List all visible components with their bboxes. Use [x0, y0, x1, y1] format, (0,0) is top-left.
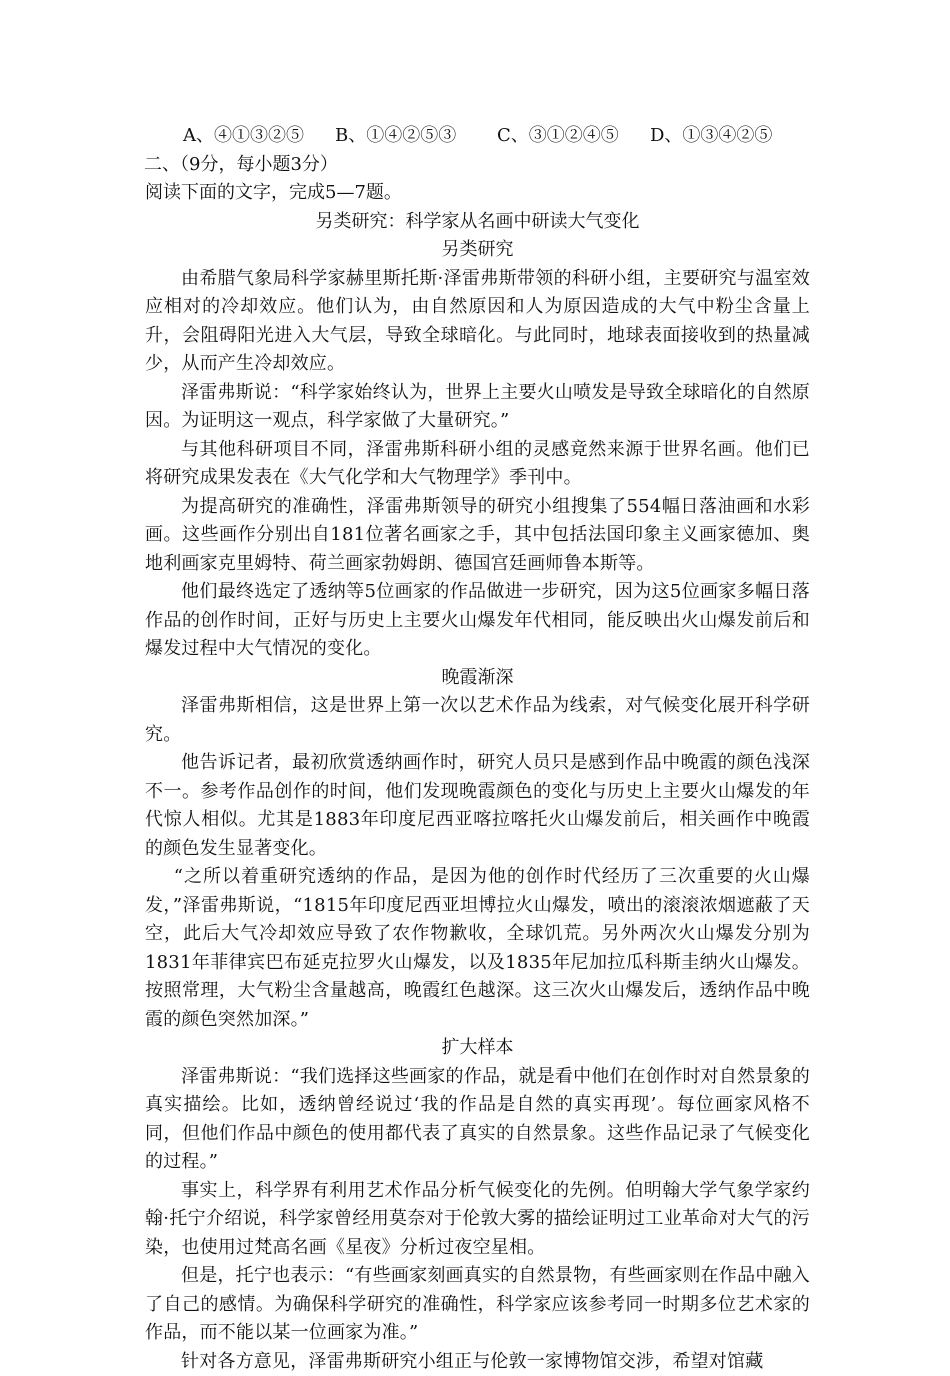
- option-b: B、①④②⑤③: [335, 122, 456, 151]
- article-title: 另类研究：科学家从名画中研读大气变化: [145, 208, 810, 237]
- paragraph-2: 泽雷弗斯说：“科学家始终认为，世界上主要火山喷发是导致全球暗化的自然原因。为证明这一观点，科学家做了大量研究。”: [145, 379, 810, 436]
- subheading-3: 扩大样本: [145, 1034, 810, 1063]
- section-instruction: 阅读下面的文字，完成5—7题。: [145, 179, 810, 208]
- paragraph-4: 为提高研究的准确性，泽雷弗斯领导的研究小组搜集了554幅日落油画和水彩画。这些画作分别出自181位著名画家之手，其中包括法国印象主义画家德加、奥地利画家克里姆特、荷兰画家勃姆朗、德国宫廷画师鲁本斯等。: [145, 493, 810, 579]
- option-d: D、①③④②⑤: [650, 122, 772, 151]
- paragraph-7: 他告诉记者，最初欣赏透纳画作时，研究人员只是感到作品中晚霞的颜色浅深不一。参考作品创作的时间，他们发现晚霞颜色的变化与历史上主要火山爆发的年代惊人相似。尤其是1883年印度尼西亚喀拉喀托火山爆发前后，相关画作中晚霞的颜色发生显著变化。: [145, 749, 810, 863]
- document-body: [145, 122, 810, 1376]
- paragraph-10: 事实上，科学界有利用艺术作品分析气候变化的先例。伯明翰大学气象学家约翰·托宁介绍说，科学家曾经用莫奈对于伦敦大雾的描绘证明过工业革命对大气的污染，也使用过梵高名画《星夜》分析过夜空星相。: [145, 1177, 810, 1263]
- option-c: C、③①②④⑤: [497, 122, 619, 151]
- paragraph-9: 泽雷弗斯说：“我们选择这些画家的作品，就是看中他们在创作时对自然景象的真实描绘。比如，透纳曾经说过‘我的作品是自然的真实再现’。每位画家风格不同，但他们作品中颜色的使用都代表了真实的自然景象。这些作品记录了气候变化的过程。”: [145, 1063, 810, 1177]
- paragraph-5: 他们最终选定了透纳等5位画家的作品做进一步研究，因为这5位画家多幅日落作品的创作时间，正好与历史上主要火山爆发年代相同，能反映出火山爆发前后和爆发过程中大气情况的变化。: [145, 578, 810, 664]
- paragraph-3: 与其他科研项目不同，泽雷弗斯科研小组的灵感竟然来源于世界名画。他们已将研究成果发表在《大气化学和大气物理学》季刊中。: [145, 436, 810, 493]
- paragraph-1: 由希腊气象局科学家赫里斯托斯·泽雷弗斯带领的科研小组，主要研究与温室效应相对的冷却效应。他们认为，由自然原因和人为原因造成的大气中粉尘含量上升，会阻碍阳光进入大气层，导致全球暗化。与此同时，地球表面接收到的热量减少，从而产生冷却效应。: [145, 265, 810, 379]
- section-heading: 二、（9分，每小题3分）: [144, 151, 810, 180]
- paragraph-12: 针对各方意见，泽雷弗斯研究小组正与伦敦一家博物馆交涉，希望对馆藏: [145, 1348, 810, 1376]
- paragraph-11: 但是，托宁也表示：“有些画家刻画真实的自然景物，有些画家则在作品中融入了自己的感情。为确保科学研究的准确性，科学家应该参考同一时期多位艺术家的作品，而不能以某一位画家为准。”: [145, 1262, 810, 1348]
- subheading-1: 另类研究: [145, 236, 810, 265]
- subheading-2: 晚霞渐深: [145, 664, 810, 693]
- paragraph-8: “之所以着重研究透纳的作品，是因为他的创作时代经历了三次重要的火山爆发，”泽雷弗斯说，“1815年印度尼西亚坦博拉火山爆发，喷出的滚滚浓烟遮蔽了天空，此后大气冷却效应导致了农作物歉收，全球饥荒。另外两次火山爆发分别为1831年菲律宾巴布延克拉罗火山爆发，以及1835年尼加拉瓜科斯圭纳火山爆发。按照常理，大气粉尘含量越高，晚霞红色越深。这三次火山爆发后，透纳作品中晚霞的颜色突然加深。”: [145, 863, 810, 1034]
- answer-options: [145, 122, 810, 151]
- option-a: A、④①③②⑤: [183, 122, 304, 151]
- paragraph-6: 泽雷弗斯相信，这是世界上第一次以艺术作品为线索，对气候变化展开科学研究。: [145, 692, 810, 749]
